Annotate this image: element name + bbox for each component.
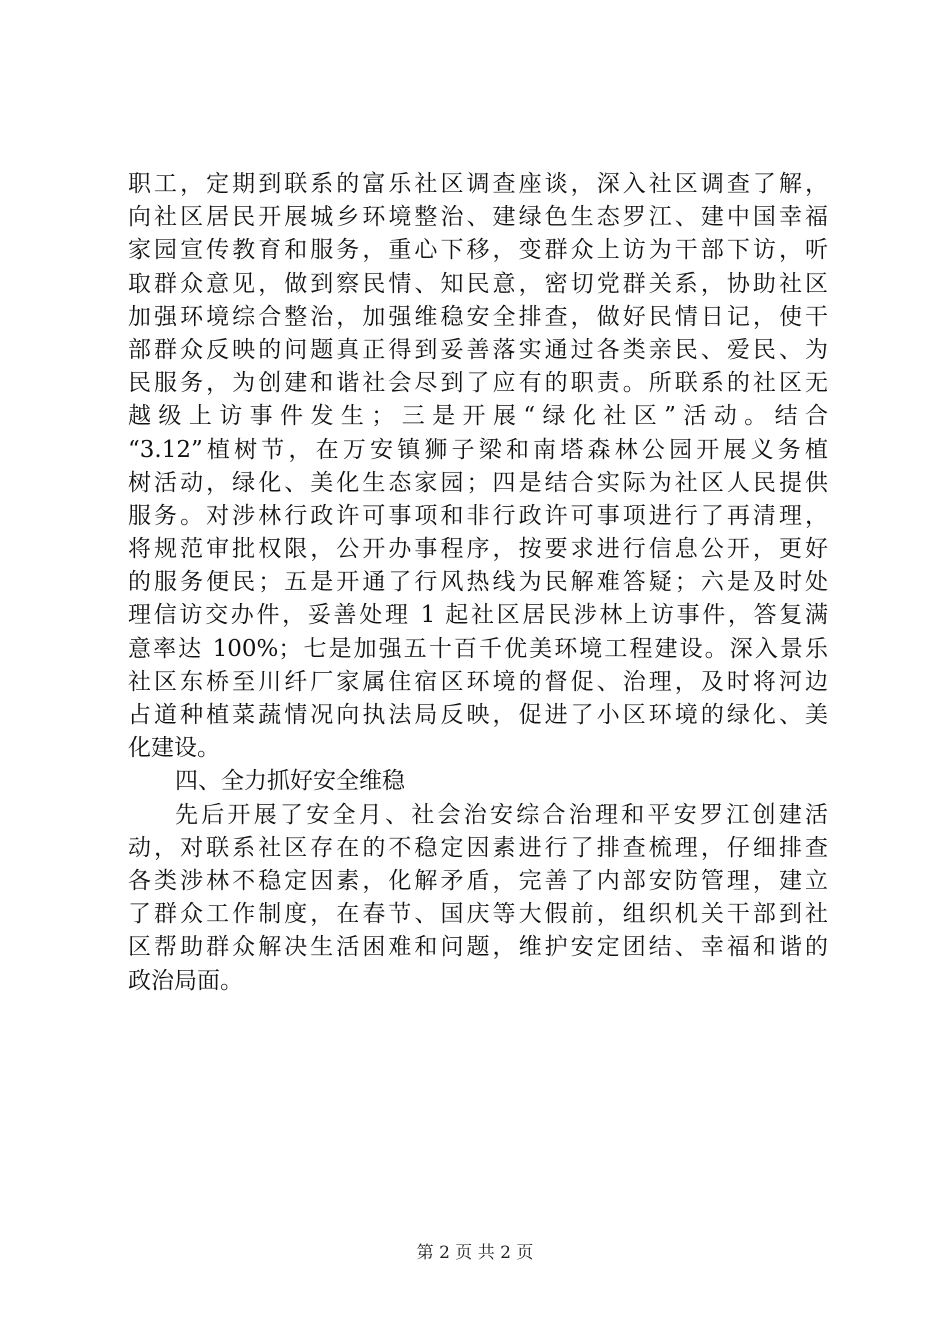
text-line: 树活动，绿化、美化生态家园；四是结合实际为社区人民提供 <box>128 469 828 496</box>
text-line: 各类涉林不稳定因素，化解矛盾，完善了内部安防管理，建立 <box>128 867 828 894</box>
text-line: 政治局面。 <box>128 967 243 994</box>
text-line: 家园宣传教育和服务，重心下移，变群众上访为干部下访，听 <box>128 237 828 264</box>
text-line: 意率达 100%；七是加强五十百千优美环境工程建设。深入景乐 <box>128 635 828 662</box>
page-footer <box>0 1241 950 1265</box>
text-line: 区帮助群众解决生活困难和问题，维护安定团结、幸福和谐的 <box>128 934 828 961</box>
page-number-label: 第 2 页 共 2 页 <box>416 1243 534 1263</box>
text-line: 职工，定期到联系的富乐社区调查座谈，深入社区调查了解， <box>128 171 828 197</box>
body-text <box>128 168 828 998</box>
text-line: 动，对联系社区存在的不稳定因素进行了排查梳理，仔细排查 <box>128 834 828 861</box>
text-line: 越级上访事件发生；三是开展“绿化社区”活动。结合 <box>128 403 828 430</box>
text-line: 先后开展了安全月、社会治安综合治理和平安罗江创建活 <box>175 801 828 828</box>
text-line: 将规范审批权限，公开办事程序，按要求进行信息公开，更好 <box>128 536 828 563</box>
section-heading: 四、全力抓好安全维稳 <box>175 768 405 795</box>
text-line: “3.12”植树节，在万安镇狮子梁和南塔森林公园开展义务植 <box>128 436 828 463</box>
text-line: 取群众意见，做到察民情、知民意，密切党群关系，协助社区 <box>128 270 828 297</box>
text-line: 服务。对涉林行政许可事项和非行政许可事项进行了再清理， <box>128 502 828 529</box>
text-line: 化建设。 <box>128 735 220 762</box>
text-line: 民服务，为创建和谐社会尽到了应有的职责。所联系的社区无 <box>128 370 828 397</box>
text-line: 了群众工作制度，在春节、国庆等大假前，组织机关干部到社 <box>128 901 828 928</box>
text-line: 社区东桥至川纤厂家属住宿区环境的督促、治理，及时将河边 <box>128 668 828 695</box>
text-line: 加强环境综合整治，加强维稳安全排查，做好民情日记，使干 <box>128 303 828 330</box>
text-line: 理信访交办件，妥善处理 1 起社区居民涉林上访事件，答复满 <box>128 602 828 629</box>
text-line: 占道种植菜蔬情况向执法局反映，促进了小区环境的绿化、美 <box>128 702 828 728</box>
text-line: 的服务便民；五是开通了行风热线为民解难答疑；六是及时处 <box>128 569 828 596</box>
text-line: 部群众反映的问题真正得到妥善落实通过各类亲民、爱民、为 <box>128 336 828 363</box>
text-line: 向社区居民开展城乡环境整治、建绿色生态罗江、建中国幸福 <box>128 204 828 231</box>
